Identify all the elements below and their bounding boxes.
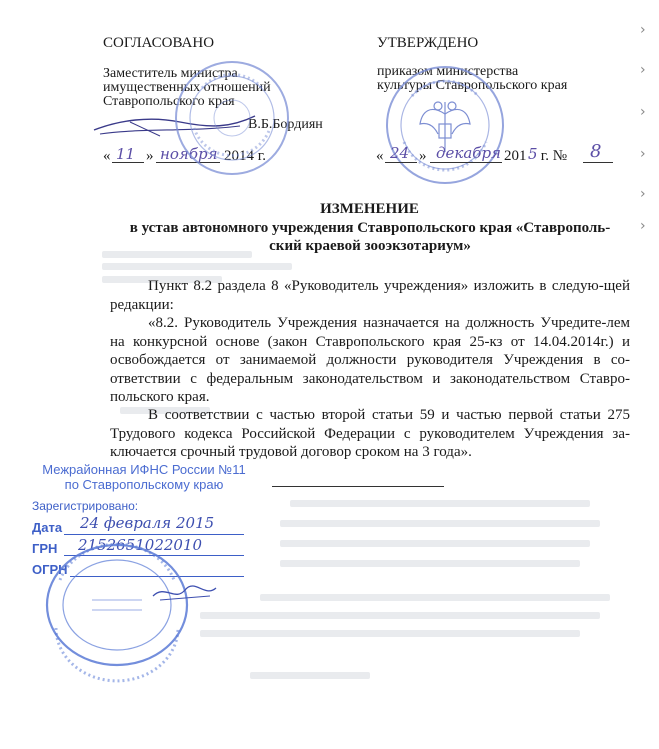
approval-date-year: 2014 г.	[224, 148, 266, 164]
order-number-line	[583, 162, 613, 163]
stamp-ogrn-label: ОГРН	[32, 562, 68, 577]
body-paragraph: «8.2. Руководитель Учреждения назначается на должность Учредите-лем на конкурсной основе (закон Ставропольского края 25-кз от 14.04.2014г.) и освобождается от занимаемой должности руководителя Учреждения в со-ответствии с федеральным законодательством и законодательством Ставро-польского края.	[110, 315, 630, 405]
bleed-through-line	[200, 630, 580, 637]
approved-date-year-digit: 5	[528, 145, 538, 163]
chevron-right-icon[interactable]: ›	[640, 104, 646, 120]
bleed-through-line	[280, 540, 590, 547]
stamp-date-line	[64, 534, 244, 535]
ministry-seal	[172, 58, 292, 178]
bleed-through-line	[260, 594, 610, 601]
ministry-culture-seal	[382, 62, 508, 188]
chevron-right-icon[interactable]: ›	[640, 62, 646, 78]
bleed-through-line	[250, 672, 370, 679]
body-paragraph: Пункт 8.2 раздела 8 «Руководитель учреждения» изложить в следую-щей редакции:	[110, 278, 630, 313]
approver-position-line: Заместитель министра	[103, 66, 238, 81]
approval-date-month: ноября	[160, 145, 218, 163]
chevron-right-icon[interactable]: ›	[640, 146, 646, 162]
signature-underline	[272, 486, 444, 487]
date-month-line	[430, 162, 502, 163]
stamp-registered-label: Зарегистрировано:	[32, 499, 139, 513]
approved-date-year-suffix: г. №	[537, 148, 568, 164]
chevron-right-icon[interactable]: ›	[640, 218, 646, 234]
tax-registration-stamp	[28, 462, 260, 492]
document-title: ИЗМЕНЕНИЕ	[320, 201, 419, 217]
document-subtitle-line: в устав автономного учреждения Ставропольского края «Ставрополь-	[129, 220, 611, 236]
approver-position-line: Ставропольского края	[103, 94, 235, 109]
chevron-right-icon[interactable]: ›	[640, 22, 646, 38]
approved-date-day: 24	[390, 144, 410, 162]
order-line: культуры Ставропольского края	[377, 78, 568, 93]
stamp-authority-line: Межрайонная ИФНС России №11	[42, 462, 246, 477]
bleed-through-line	[280, 520, 600, 527]
approval-date-open-quote: «	[103, 148, 111, 164]
approved-date-close-quote: »	[419, 148, 427, 164]
stamp-authority-line: по Ставропольскому краю	[64, 477, 224, 492]
chevron-right-icon[interactable]: ›	[640, 186, 646, 202]
stamp-signature-graphic	[150, 582, 220, 604]
approved-date-open-quote: «	[376, 148, 384, 164]
bleed-through-line	[280, 560, 580, 567]
tax-office-round-seal	[42, 540, 192, 670]
body-paragraph: В соответствии с частью второй статьи 59 и частью первой статьи 275 Трудового кодекса Российской Федерации с руководителем Учреждения за-ключается срочный трудовой договор сроком на 3 года».	[110, 407, 630, 460]
approved-heading: УТВЕРЖДЕНО	[377, 35, 479, 51]
approved-date-month: декабря	[436, 144, 501, 162]
stamp-grn-value: 2152651022010	[78, 536, 203, 554]
approval-date-day: 11	[116, 145, 136, 163]
bleed-through-line	[290, 500, 590, 507]
approval-date-close-quote: »	[146, 148, 154, 164]
stamp-date-value: 24 февраля 2015	[80, 514, 215, 532]
date-day-line	[385, 162, 417, 163]
bleed-through-line	[102, 263, 292, 270]
stamp-grn-label: ГРН	[32, 541, 58, 556]
approval-heading: СОГЛАСОВАНО	[103, 35, 215, 51]
document-subtitle-line: ский краевой зооэкзотариум»	[269, 238, 471, 254]
stamp-date-label: Дата	[32, 520, 63, 535]
order-line: приказом министерства	[377, 64, 519, 79]
approved-date-year-prefix: 201	[504, 148, 527, 164]
order-number: 8	[590, 141, 602, 162]
approver-name: В.Б.Бордиян	[248, 117, 323, 132]
bleed-through-line	[200, 612, 600, 619]
approver-position-line: имущественных отношений	[103, 80, 271, 95]
